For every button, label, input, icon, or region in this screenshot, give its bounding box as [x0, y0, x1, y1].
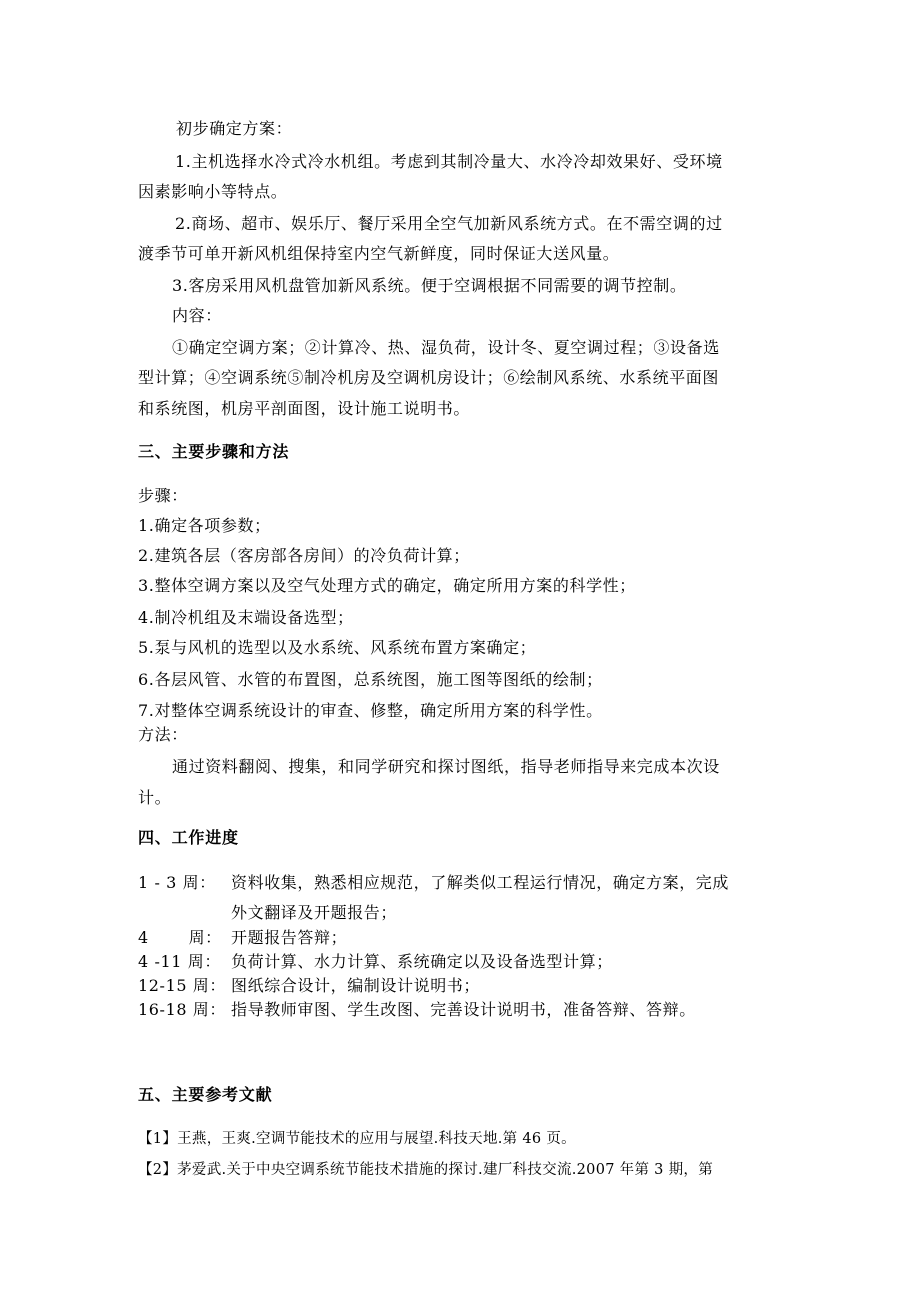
section-3-heading: 三、主要步骤和方法 [138, 442, 290, 461]
step-item: 6.各层风管、水管的布置图，总系统图，施工图等图纸的绘制； [138, 670, 603, 689]
schedule-label: 1 - 3 周： [138, 873, 216, 892]
plan-item-2-line-2: 渡季节可单开新风机组保持室内空气新鲜度，同时保证大送风量。 [138, 244, 620, 263]
step-item: 7.对整体空调系统设计的审查、修整，确定所用方案的科学性。 [138, 701, 603, 720]
step-item: 2.建筑各层（客房部各房间）的冷负荷计算； [138, 546, 470, 565]
plan-title: 初步确定方案： [176, 119, 293, 138]
plan-item-2-line-1: 2.商场、超市、娱乐厅、餐厅采用全空气加新风系统方式。在不需空调的过 [175, 214, 723, 233]
step-item: 3.整体空调方案以及空气处理方式的确定，确定所用方案的科学性； [138, 576, 636, 595]
schedule-label: 4 周： [138, 928, 222, 947]
plan-item-1-line-2: 因素影响小等特点。 [138, 182, 288, 201]
section-4-heading: 四、工作进度 [138, 828, 239, 847]
steps-label: 步骤： [138, 486, 188, 505]
content-line-2: 型计算；④空调系统⑤制冷机房及空调机房设计；⑥绘制风系统、水系统平面图 [138, 368, 720, 387]
schedule-text: 开题报告答辩； [231, 928, 348, 947]
content-line-1: ①确定空调方案；②计算冷、热、湿负荷，设计冬、夏空调过程；③设备选 [172, 338, 720, 357]
schedule-row [138, 873, 729, 893]
reference-item: 【1】王燕，王爽.空调节能技术的应用与展望.科技天地.第 46 页。 [138, 1131, 576, 1147]
step-item: 4.制冷机组及末端设备选型； [138, 608, 354, 627]
schedule-text: 资料收集，熟悉相应规范，了解类似工程运行情况，确定方案，完成 [231, 873, 730, 892]
method-line-2: 计。 [138, 788, 172, 807]
schedule-row [138, 952, 613, 972]
plan-item-3: 3.客房采用风机盘管加新风系统。便于空调根据不同需要的调节控制。 [172, 276, 687, 295]
content-line-3: 和系统图，机房平剖面图，设计施工说明书。 [138, 399, 471, 418]
step-item: 1.确定各项参数； [138, 516, 271, 535]
schedule-text: 指导教师审图、学生改图、完善设计说明书，准备答辩、答辩。 [231, 1000, 696, 1019]
method-label: 方法： [138, 725, 188, 744]
schedule-row [138, 1000, 696, 1020]
schedule-label [138, 903, 231, 923]
step-item: 5.泵与风机的选型以及水系统、风系统布置方案确定； [138, 638, 537, 657]
plan-item-1-line-1: 1.主机选择水冷式冷水机组。考虑到其制冷量大、水冷冷却效果好、受环境 [175, 152, 723, 171]
schedule-row [138, 903, 397, 923]
schedule-text: 外文翻译及开题报告； [231, 903, 398, 922]
schedule-row [138, 976, 480, 996]
reference-item: 【2】茅爱武.关于中央空调系统节能技术措施的探讨.建厂科技交流.2007 年第 3 期，第 [138, 1162, 714, 1178]
content-label: 内容： [172, 306, 222, 325]
schedule-label: 16-18 周： [138, 1000, 227, 1019]
schedule-label: 12-15 周： [138, 976, 227, 995]
section-5-heading: 五、主要参考文献 [138, 1085, 273, 1104]
method-line-1: 通过资料翻阅、搜集，和同学研究和探讨图纸，指导老师指导来完成本次设 [172, 757, 720, 776]
schedule-text: 负荷计算、水力计算、系统确定以及设备选型计算； [231, 952, 613, 971]
schedule-text: 图纸综合设计，编制设计说明书； [231, 976, 481, 995]
schedule-label: 4 -11 周： [138, 952, 221, 971]
schedule-row [138, 928, 347, 948]
